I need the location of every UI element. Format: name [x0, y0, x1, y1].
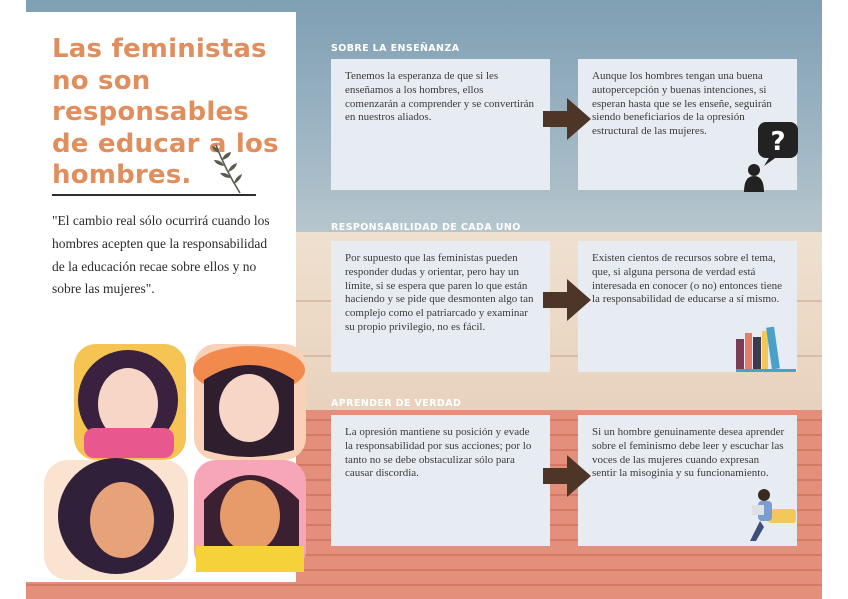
quote-text: "El cambio real sólo ocurrirá cuando los hombres acepten que la responsabilidad de la educación recae sobre ellos y no sobre las mujeres". [52, 213, 270, 297]
question-bubble-icon [742, 122, 800, 194]
title-divider [52, 194, 256, 196]
section-heading-responsabilidad: RESPONSABILIDAD DE CADA UNO [331, 222, 521, 233]
women-faces-illustration [44, 340, 306, 580]
section-heading-ensenanza: SOBRE LA ENSEÑANZA [331, 43, 460, 54]
page-title: Las feministas no son responsables de educar a los hombres. [52, 34, 279, 190]
card-ensenanza-left: Tenemos la esperanza de que si les enseñamos a los hombres, ellos comenzarán a comprender y se convertirán en nuestros aliados. [331, 59, 550, 190]
section-heading-aprender: APRENDER DE VERDAD [331, 398, 462, 409]
arrow-right-icon [543, 98, 591, 140]
card-aprender-right: Si un hombre genuinamente desea aprender sobre el feminismo debe leer y escuchar las voces de las mujeres cuando expresan sentir la misoginia y su funcionamiento. [578, 415, 797, 546]
arrow-right-icon [543, 279, 591, 321]
card-ensenanza-right: Aunque los hombres tengan una buena autopercepción y buenas intenciones, si esperan hasta que se les enseñe, seguirán siendo beneficiarios de la opresión estructural de las mujeres. [578, 59, 797, 190]
card-aprender-left: La opresión mantiene su posición y evade la responsabilidad por sus acciones; por lo tanto no se debe obstaculizar sólo para causar discordia. [331, 415, 550, 546]
reading-man-icon [742, 487, 798, 549]
card-responsabilidad-left: Por supuesto que las feministas pueden responder dudas y orientar, pero hay un límite, si se espera que paren lo que están haciendo y se pide que desmonten algo tan complejo como el patriarcado y examinar su propio privilegio, no es fácil. [331, 241, 550, 372]
card-responsabilidad-right: Existen cientos de recursos sobre el tema, que, si alguna persona de verdad está interesada en conocer (o no) entonces tiene la responsabilidad de educarse a sí mismo. [578, 241, 797, 372]
svg-text:?: ? [770, 127, 786, 157]
person-icon [748, 164, 760, 176]
arrow-right-icon [543, 455, 591, 497]
books-icon [736, 325, 798, 373]
plant-icon [210, 143, 246, 195]
